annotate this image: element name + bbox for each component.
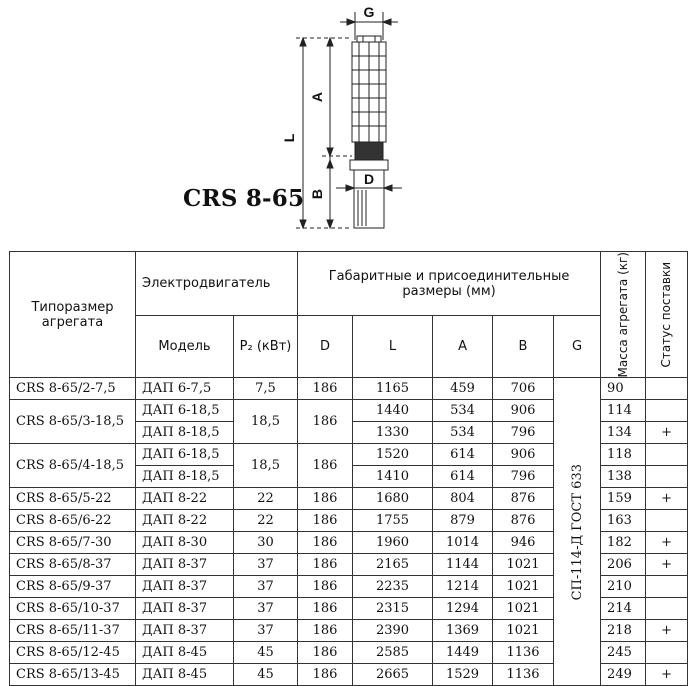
cell-power: 7,5 (234, 378, 298, 400)
cell-d: 186 (298, 554, 353, 576)
cell-status (646, 466, 688, 488)
cell-mass: 182 (601, 532, 646, 554)
cell-power: 22 (234, 510, 298, 532)
cell-b: 1021 (493, 576, 554, 598)
cell-a: 1214 (433, 576, 493, 598)
cell-l: 1165 (353, 378, 433, 400)
cell-motor: ДАП 8-37 (136, 554, 234, 576)
cell-a: 614 (433, 444, 493, 466)
cell-l: 1330 (353, 422, 433, 444)
cell-status (646, 444, 688, 466)
cell-status: + (646, 488, 688, 510)
cell-power: 30 (234, 532, 298, 554)
cell-d: 186 (298, 598, 353, 620)
cell-a: 614 (433, 466, 493, 488)
dim-label-a: A (309, 91, 325, 103)
dimension-a (322, 38, 352, 156)
cell-type: CRS 8-65/13-45 (10, 664, 136, 686)
cell-l: 2235 (353, 576, 433, 598)
cell-type: CRS 8-65/5-22 (10, 488, 136, 510)
cell-motor: ДАП 8-45 (136, 642, 234, 664)
cell-b: 906 (493, 444, 554, 466)
header-mass: Масса агрегата (кг) (601, 252, 646, 378)
cell-motor: ДАП 6-18,5 (136, 444, 234, 466)
cell-mass: 138 (601, 466, 646, 488)
cell-type: CRS 8-65/4-18,5 (10, 444, 136, 488)
cell-motor: ДАП 8-18,5 (136, 422, 234, 444)
cell-power: 37 (234, 598, 298, 620)
cell-type: CRS 8-65/3-18,5 (10, 400, 136, 444)
cell-b: 1136 (493, 642, 554, 664)
cell-motor: ДАП 8-22 (136, 510, 234, 532)
cell-b: 796 (493, 466, 554, 488)
cell-motor: ДАП 8-37 (136, 598, 234, 620)
cell-d: 186 (298, 620, 353, 642)
cell-a: 1369 (433, 620, 493, 642)
cell-status (646, 598, 688, 620)
header-model: Модель (136, 316, 234, 378)
cell-l: 2165 (353, 554, 433, 576)
page-title: CRS 8-65 (183, 185, 305, 212)
cell-motor: ДАП 6-18,5 (136, 400, 234, 422)
cell-power: 45 (234, 642, 298, 664)
cell-motor: ДАП 8-37 (136, 620, 234, 642)
cell-l: 1440 (353, 400, 433, 422)
cell-power: 22 (234, 488, 298, 510)
cell-b: 706 (493, 378, 554, 400)
cell-power: 37 (234, 620, 298, 642)
cell-l: 2585 (353, 642, 433, 664)
cell-l: 2315 (353, 598, 433, 620)
cell-a: 534 (433, 422, 493, 444)
cell-b: 1021 (493, 620, 554, 642)
cell-motor: ДАП 6-7,5 (136, 378, 234, 400)
header-a: A (433, 316, 493, 378)
cell-b: 876 (493, 510, 554, 532)
header-row-1 (10, 252, 688, 316)
spec-table (9, 251, 688, 686)
header-motor: Электродвигатель (136, 252, 298, 316)
cell-d: 186 (298, 642, 353, 664)
cell-d: 186 (298, 576, 353, 598)
cell-a: 1449 (433, 642, 493, 664)
cell-a: 1294 (433, 598, 493, 620)
cell-status: + (646, 664, 688, 686)
cell-power: 45 (234, 664, 298, 686)
cell-status: + (646, 532, 688, 554)
cell-status (646, 378, 688, 400)
header-l: L (353, 316, 433, 378)
cell-motor: ДАП 8-30 (136, 532, 234, 554)
cell-d: 186 (298, 378, 353, 400)
cell-power: 18,5 (234, 400, 298, 444)
cell-mass: 245 (601, 642, 646, 664)
cell-a: 1529 (433, 664, 493, 686)
header-dimensions: Габаритные и присоединительные размеры (мм) (298, 252, 601, 316)
cell-d: 186 (298, 488, 353, 510)
cell-status: + (646, 620, 688, 642)
cell-b: 946 (493, 532, 554, 554)
cell-g-merged: СП-114-Д ГОСТ 633 (554, 378, 601, 686)
cell-mass: 118 (601, 444, 646, 466)
cell-status: + (646, 554, 688, 576)
cell-type: CRS 8-65/10-37 (10, 598, 136, 620)
cell-a: 1014 (433, 532, 493, 554)
cell-mass: 90 (601, 378, 646, 400)
cell-a: 879 (433, 510, 493, 532)
cell-status (646, 510, 688, 532)
cell-status (646, 642, 688, 664)
dim-label-g: G (363, 4, 375, 20)
cell-a: 804 (433, 488, 493, 510)
cell-a: 534 (433, 400, 493, 422)
cell-status (646, 576, 688, 598)
cell-type: CRS 8-65/6-22 (10, 510, 136, 532)
cell-b: 1136 (493, 664, 554, 686)
dim-label-l: L (281, 133, 297, 143)
cell-d: 186 (298, 444, 353, 488)
cell-l: 1960 (353, 532, 433, 554)
cell-status (646, 400, 688, 422)
cell-mass: 159 (601, 488, 646, 510)
header-model-type: Типоразмер агрегата (10, 252, 136, 378)
cell-l: 1755 (353, 510, 433, 532)
cell-power: 18,5 (234, 444, 298, 488)
header-b: B (493, 316, 554, 378)
cell-power: 37 (234, 554, 298, 576)
cell-motor: ДАП 8-37 (136, 576, 234, 598)
pump-body (350, 36, 388, 228)
cell-l: 1680 (353, 488, 433, 510)
cell-mass: 114 (601, 400, 646, 422)
cell-mass: 163 (601, 510, 646, 532)
cell-motor: ДАП 8-18,5 (136, 466, 234, 488)
cell-b: 906 (493, 400, 554, 422)
cell-type: CRS 8-65/11-37 (10, 620, 136, 642)
cell-motor: ДАП 8-45 (136, 664, 234, 686)
cell-b: 1021 (493, 598, 554, 620)
cell-type: CRS 8-65/7-30 (10, 532, 136, 554)
header-power: P₂ (кВт) (234, 316, 298, 378)
cell-l: 2390 (353, 620, 433, 642)
cell-type: CRS 8-65/8-37 (10, 554, 136, 576)
cell-mass: 218 (601, 620, 646, 642)
cell-d: 186 (298, 532, 353, 554)
header-d: D (298, 316, 353, 378)
table-row (10, 378, 688, 400)
cell-power: 37 (234, 576, 298, 598)
cell-a: 459 (433, 378, 493, 400)
cell-a: 1144 (433, 554, 493, 576)
cell-d: 186 (298, 400, 353, 444)
cell-l: 1410 (353, 466, 433, 488)
cell-type: CRS 8-65/12-45 (10, 642, 136, 664)
header-g: G (554, 316, 601, 378)
cell-mass: 206 (601, 554, 646, 576)
cell-d: 186 (298, 510, 353, 532)
dimension-b (327, 156, 333, 228)
dim-label-d: D (363, 171, 375, 187)
cell-mass: 249 (601, 664, 646, 686)
cell-status: + (646, 422, 688, 444)
cell-b: 796 (493, 422, 554, 444)
header-status: Статус поставки (646, 252, 688, 378)
cell-l: 2665 (353, 664, 433, 686)
dim-label-b: B (309, 188, 325, 200)
cell-b: 876 (493, 488, 554, 510)
cell-type: CRS 8-65/9-37 (10, 576, 136, 598)
cell-mass: 134 (601, 422, 646, 444)
pump-drawing (0, 0, 698, 245)
cell-b: 1021 (493, 554, 554, 576)
cell-mass: 214 (601, 598, 646, 620)
cell-l: 1520 (353, 444, 433, 466)
cell-d: 186 (298, 664, 353, 686)
cell-motor: ДАП 8-22 (136, 488, 234, 510)
cell-type: CRS 8-65/2-7,5 (10, 378, 136, 400)
cell-mass: 210 (601, 576, 646, 598)
